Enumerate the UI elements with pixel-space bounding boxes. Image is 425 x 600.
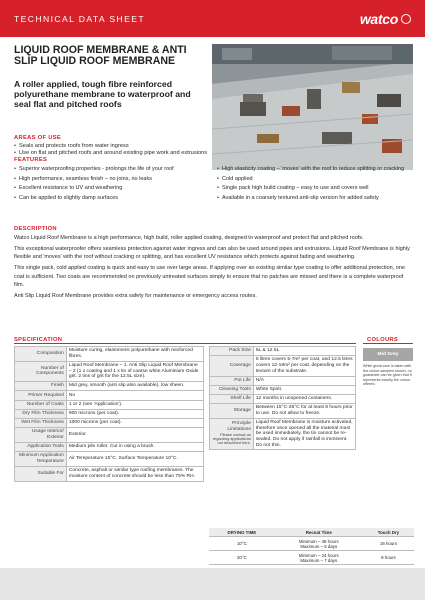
list-item: • High elasticity coating – 'moves' with the roof to reduce splitting or cracking	[217, 166, 407, 173]
table-row	[210, 356, 356, 376]
recoat-min: Minimum – 48 hours	[298, 538, 339, 544]
spec-value: N/A	[253, 376, 355, 385]
colours-divider	[363, 343, 413, 344]
description-heading: DESCRIPTION	[14, 226, 57, 232]
table-row	[210, 418, 356, 450]
spec-key: Dry Film Thickness	[15, 409, 67, 418]
spec-value: White Spirit.	[253, 385, 355, 394]
brand-name: watco	[359, 10, 398, 27]
registered-mark-icon	[401, 14, 411, 24]
table-row	[210, 376, 356, 385]
areas-of-use-heading: AREAS OF USE	[14, 135, 62, 141]
list-item: • Superior waterproofing properties - prolongs the life of your roof	[14, 166, 214, 173]
table-row	[210, 347, 356, 356]
specification-table-left	[14, 346, 204, 482]
features-heading: FEATURES	[14, 157, 48, 163]
spec-key: Number of Coats	[15, 400, 67, 409]
spec-value: Exterior.	[66, 428, 203, 443]
table-row	[15, 442, 204, 451]
table-row	[209, 537, 414, 551]
table-row	[210, 394, 356, 403]
product-photo	[212, 44, 413, 170]
drying-temperature: 20°C	[209, 551, 275, 565]
footer-band	[0, 568, 425, 600]
touch-dry: 16 hours	[363, 537, 414, 551]
spec-key: Shelf Life	[210, 394, 254, 403]
colour-swatch-mid-grey: Mid Grey	[363, 348, 413, 361]
spec-key: Storage	[210, 404, 254, 419]
spec-key: Primer Required	[15, 391, 67, 400]
spec-key: Application Tools	[15, 442, 67, 451]
description-paragraph: This single pack, cold applied coating is quick and easy to use over large areas. If applying over an existing similar type coating to offer additional protection, one coat is sufficient. Two coats are recommended on previously untreated surfaces simply to ensure that no patches are missed and there is a complete waterproof film.	[14, 265, 405, 289]
spec-value: Liquid Roof Membrane – 1. Anti Slip Liquid Roof Membrane – 2 (1 x coating and 1 x tin of coarse white Aluminium Oxide grit. 2 tins of grit for the 12.5L size).	[66, 361, 203, 381]
spec-key: Pot Life	[210, 376, 254, 385]
description-paragraph: This exceptional waterproofer offers seamless protection against water ingress and can also be used around pipes and extrusions. Liquid Roof Membrane is highly flexible and 'moves' with the roof without cracking or splitting, and has excellent UV resistance which protects against fading and weathering.	[14, 245, 410, 261]
list-item: • Seals and protects roofs from water ingress	[14, 143, 209, 150]
drying-time-table	[209, 528, 414, 565]
spec-key: Usage Interior/ Exterior	[15, 428, 67, 443]
column-header: Touch Dry	[363, 528, 414, 537]
spec-value: 12 months in unopened containers.	[253, 394, 355, 403]
recoat-max: Maximum – 5 days	[300, 543, 338, 549]
product-subtitle: A roller applied, tough fibre reinforced polyurethane membrane to waterproof and seal flat and pitched roofs	[14, 79, 191, 109]
header-bar	[0, 0, 425, 37]
spec-key-note: Please contact us regarding applications not described here.	[212, 431, 251, 446]
recoat-time	[275, 551, 363, 565]
list-item: • Available in a coarsely textured anti-slip version for added safety	[217, 195, 407, 202]
table-row	[15, 409, 204, 418]
spec-key: Finish	[15, 382, 67, 391]
table-row	[15, 400, 204, 409]
spec-key: Composition	[15, 347, 67, 362]
spec-value: Medium pile roller. Cut in using a brush.	[66, 442, 203, 451]
recoat-max: Maximum – 7 days	[300, 557, 338, 563]
spec-value: Between 15°C-25°C for at least 8 hours prior to use. Do not allow to freeze.	[253, 404, 355, 419]
spec-value: Moisture curing, elastomeric polyurethane with reinforced fibres.	[66, 347, 203, 362]
spec-value: Mid grey, smooth (anti slip also available), low sheen.	[66, 382, 203, 391]
areas-of-use-list	[14, 143, 209, 158]
table-row	[15, 382, 204, 391]
specification-table-right	[209, 346, 356, 450]
spec-value: 1000 microns (per coat).	[66, 418, 203, 427]
spec-value: Air Temperature 15°C. Surface Temperature 10°C.	[66, 452, 203, 467]
product-title: LIQUID ROOF MEMBRANE & ANTI SLIP LIQUID ROOF MEMBRANE	[14, 44, 187, 67]
colour-disclaimer: While great care is taken with the colour samples shown, no guarantee can be given that it represents exactly the colour offered.	[363, 364, 412, 387]
column-header: DRYING TIME	[209, 528, 275, 537]
spec-value: Concrete, asphalt or similar type roofing membranes. The moisture content of concrete should be less than 75% RH.	[66, 466, 203, 481]
spec-key: Number of Components	[15, 361, 67, 381]
spec-value: No	[66, 391, 203, 400]
spec-key: Wet Film Thickness	[15, 418, 67, 427]
spec-key: Suitable For	[15, 466, 67, 481]
table-header-row	[209, 528, 414, 537]
spec-key: Pack Size	[210, 347, 254, 356]
spec-value: 900 microns (per coat).	[66, 409, 203, 418]
table-row	[209, 551, 414, 565]
spec-key: Cleaning Tools	[210, 385, 254, 394]
table-row	[15, 466, 204, 481]
recoat-min: Minimum – 24 hours	[298, 552, 339, 558]
table-row	[210, 385, 356, 394]
table-row	[210, 404, 356, 419]
table-row	[15, 347, 204, 362]
table-row	[15, 418, 204, 427]
spec-value: 5L & 12.5L	[253, 347, 355, 356]
list-item: • Cold applied	[217, 176, 407, 183]
recoat-time	[275, 537, 363, 551]
list-item: • Single pack high build coating – easy to use and covers well	[217, 185, 407, 192]
table-row	[15, 391, 204, 400]
drying-temperature: 10°C	[209, 537, 275, 551]
specification-divider	[14, 343, 356, 344]
list-item: • Use on flat and pitched roofs and around existing pipe work and extrusions	[14, 150, 209, 157]
list-item: • High performance, seamless finish – no joins, no leaks	[14, 176, 214, 183]
brand-logo	[360, 11, 411, 27]
document-type-label: TECHNICAL DATA SHEET	[14, 13, 145, 24]
description-paragraph: Anti Slip Liquid Roof Membrane provides extra safety for maintenance or emergency access routes.	[14, 292, 257, 299]
spec-value: 5 litres covers 5-7m² per coat, and 12.5 litres covers 12-18m² per coat, depending on the texture of the substrate.	[253, 356, 355, 376]
table-row	[15, 428, 204, 443]
description-body	[14, 234, 410, 303]
list-item: • Can be applied to slightly damp surfaces	[14, 195, 214, 202]
spec-key: Minimum Application Temperature	[15, 452, 67, 467]
features-list-left	[14, 166, 214, 204]
description-paragraph: Watco Liquid Roof Membrane is a high performance, high build, roller applied coating, designed to waterproof and protect flat and pitched roofs.	[14, 235, 364, 241]
spec-key: Coverage	[210, 356, 254, 376]
column-header: Recoat Time	[275, 528, 363, 537]
touch-dry: 8 hours	[363, 551, 414, 565]
table-row	[15, 452, 204, 467]
table-row	[15, 361, 204, 381]
specification-heading: SPECIFICATION	[14, 337, 63, 343]
spec-value: 1 or 2 (see 'Application').	[66, 400, 203, 409]
spec-value: Liquid Roof Membrane is moisture activated, therefore once opened all the material must be used immediately, the tin cannot be re-sealed. Do not apply if rainfall is imminent. Do not thin.	[253, 418, 355, 450]
features-list-right	[217, 166, 407, 204]
colours-heading: COLOURS	[367, 337, 399, 343]
spec-key	[210, 418, 254, 450]
list-item: • Excellent resistance to UV and weathering	[14, 185, 214, 192]
spec-key-label: Principle Limitations	[227, 421, 251, 432]
